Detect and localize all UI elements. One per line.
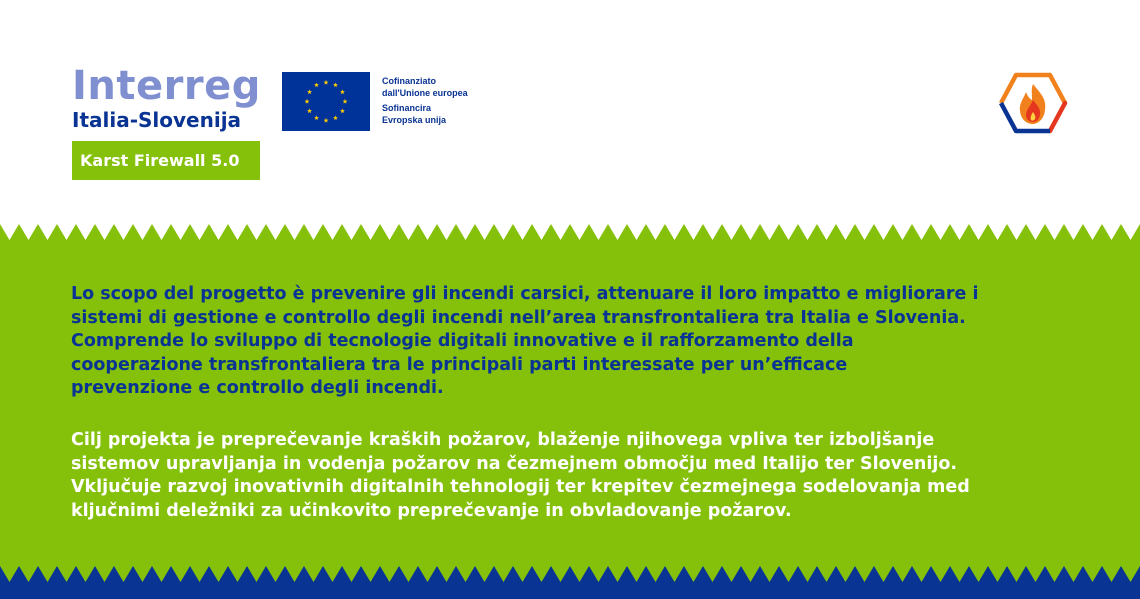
zigzag-divider-top [0,224,1140,240]
zigzag-divider-bottom [0,566,1140,582]
eu-line-sl-1: Sofinancira [382,103,432,113]
description-italian: Lo scopo del progetto è prevenire gli incendi carsici, attenuare il loro impatto e migliorare i sistemi di gestione e controllo degli incendi nell’area transfrontaliera tra Italia e Slovenia. Comprende lo sviluppo di tecnologie digitali innovative e il rafforzamento della cooperazione transfrontaliera tra le principali parti interessate per un’efficace prevenzione e controllo degli incendi. [71,284,979,398]
eu-line-it-1: Cofinanziato [382,76,436,86]
description-slovenian: Cilj projekta je preprečevanje kraških požarov, blaženje njihovega vpliva ter izboljšanje sistemov upravljanja in vodenja požarov na čezmejnem območju med Italijo ter Slovenijo. Vključuje razvoj inovativnih digitalnih tehnologij ter krepitev čezmejnega sodelovanja med ključnimi deležniki za učinkovito preprečevanje in obvladovanje požarov. [71,430,970,521]
program-name: Italia-Slovenija [72,108,242,132]
project-name-badge: Karst Firewall 5.0 [72,141,260,180]
interreg-wordmark: Interreg [72,63,261,109]
eu-flag-icon [282,72,370,131]
fire-hexagon-icon [997,70,1069,136]
eu-line-it-2: dall'Unione europea [382,87,468,98]
content-band [0,224,1140,599]
eu-funding-text [382,76,468,126]
eu-line-sl-2: Evropska unija [382,114,447,125]
